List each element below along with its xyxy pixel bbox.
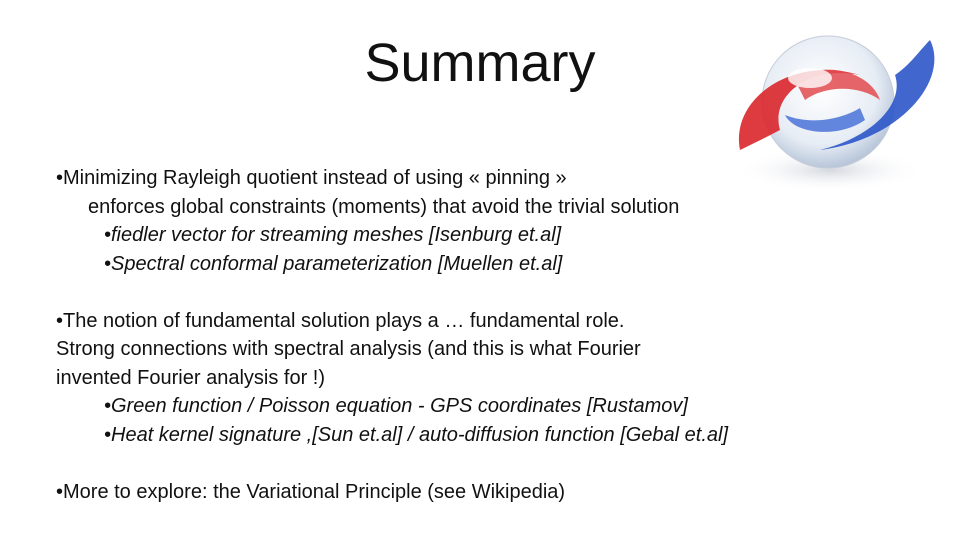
sub-bullet-2-2: •Heat kernel signature ,[Sun et.al] / auto-diffusion function [Gebal et.al] [104, 423, 729, 446]
sub-bullet-2-1: •Green function / Poisson equation - GPS coordinates [Rustamov] [104, 395, 688, 417]
bullet-2-continuation-1: Strong connections with spectral analysis (and this is what Fourier [56, 338, 641, 360]
spacer [56, 449, 936, 478]
spacer [56, 278, 936, 307]
slide-title: Summary [364, 33, 596, 93]
bullet-2-continuation-2: invented Fourier analysis for !) [56, 366, 326, 389]
sub-bullet-1-2: •Spectral conformal parameterization [Muellen et.al] [104, 252, 563, 275]
bullet-1: •Minimizing Rayleigh quotient instead of using « pinning » [56, 167, 567, 189]
slide-body [56, 164, 936, 506]
bullet-2: •The notion of fundamental solution plays a … fundamental role. [56, 309, 625, 332]
bullet-3: •More to explore: the Variational Principle (see Wikipedia) [56, 480, 566, 503]
bullet-1-continuation: enforces global constraints (moments) that avoid the trivial solution [88, 195, 680, 218]
sub-bullet-1-1: •fiedler vector for streaming meshes [Isenburg et.al] [104, 224, 562, 246]
